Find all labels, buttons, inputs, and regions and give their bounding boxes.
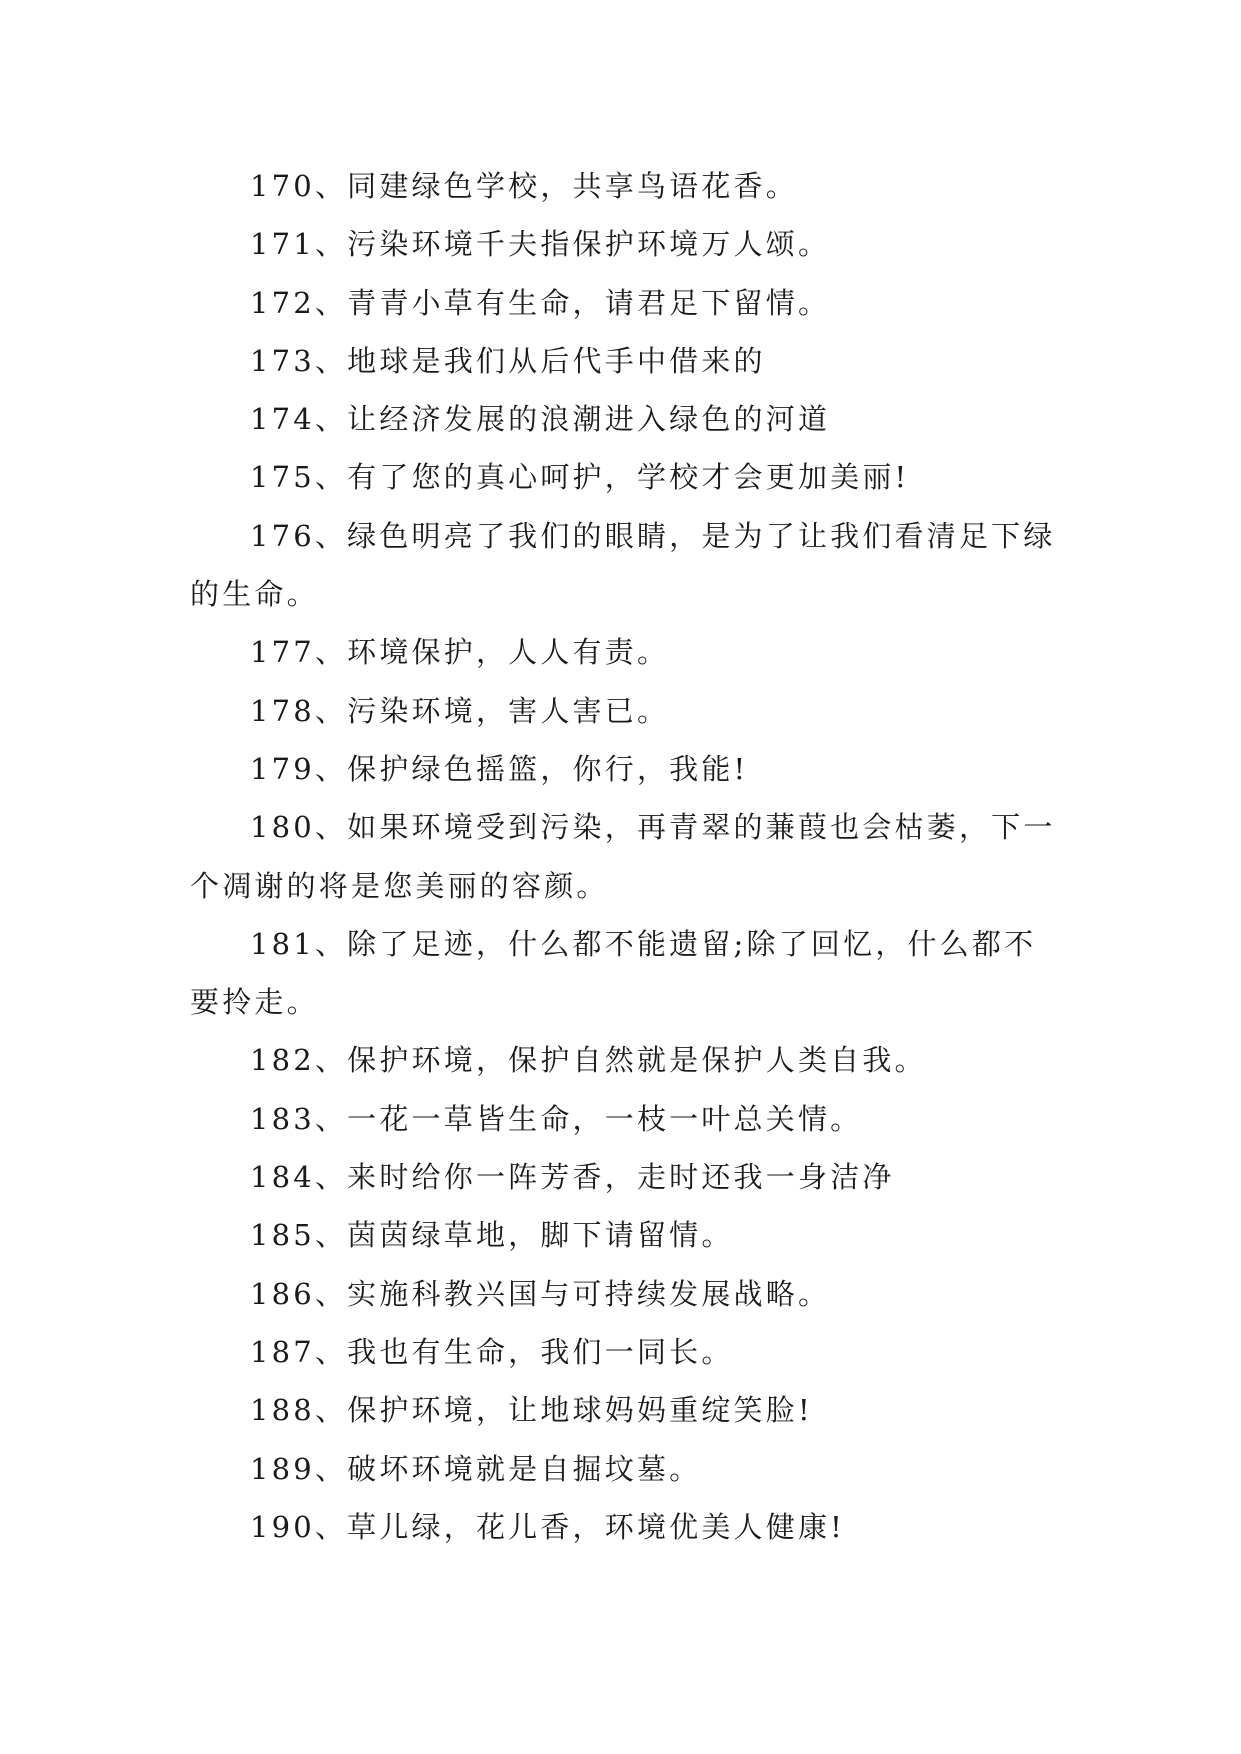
slogan-paragraph: 180、如果环境受到污染，再青翠的蒹葭也会枯萎，下一个凋谢的将是您美丽的容颜。 [190,810,1056,903]
slogan-paragraph: 179、保护绿色摇篮，你行，我能! [250,751,749,786]
slogan-paragraph: 190、草儿绿，花儿香，环境优美人健康! [250,1509,846,1544]
slogan-paragraph: 181、除了足迹，什么都不能遗留;除了回忆，什么都不要拎走。 [190,926,1037,1020]
slogan-paragraph: 183、一花一草皆生命，一枝一叶总关情。 [250,1101,863,1136]
slogan-paragraph: 189、破坏环境就是自掘坟墓。 [250,1451,702,1486]
slogan-paragraph: 171、污染环境千夫指保护环境万人颂。 [250,227,831,262]
slogan-paragraph: 178、污染环境，害人害已。 [250,693,670,728]
slogan-list [190,157,1060,1556]
slogan-paragraph: 188、保护环境，让地球妈妈重绽笑脸! [250,1393,813,1428]
slogan-paragraph: 182、保护环境，保护自然就是保护人类自我。 [250,1043,927,1078]
slogan-paragraph: 185、茵茵绿草地，脚下请留情。 [250,1218,734,1253]
slogan-paragraph: 187、我也有生命，我们一同长。 [250,1334,734,1369]
slogan-paragraph: 186、实施科教兴国与可持续发展战略。 [250,1276,831,1311]
slogan-paragraph: 172、青青小草有生命，请君足下留情。 [250,285,831,320]
slogan-paragraph: 170、同建绿色学校，共享鸟语花香。 [250,169,798,203]
slogan-paragraph: 175、有了您的真心呵护，学校才会更加美丽! [250,460,910,495]
slogan-paragraph: 174、让经济发展的浪潮进入绿色的河道 [250,402,831,437]
slogan-paragraph: 176、绿色明亮了我们的眼睛，是为了让我们看清足下绿的生命。 [190,518,1056,612]
slogan-paragraph: 177、环境保护，人人有责。 [250,635,670,670]
slogan-paragraph: 184、来时给你一阵芳香，走时还我一身洁净 [250,1160,895,1195]
slogan-paragraph: 173、地球是我们从后代手中借来的 [250,343,766,378]
